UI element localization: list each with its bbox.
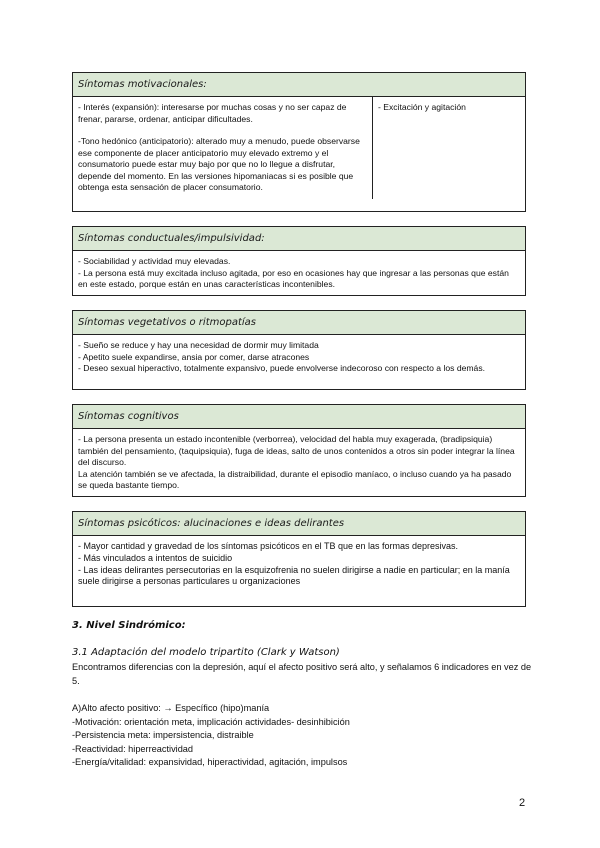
psychotic-line: - Mayor cantidad y gravedad de los síntomas psicóticos en el TB que en las formas depresivas.	[78, 541, 459, 551]
list-item: -Energía/vitalidad: expansividad, hiperactividad, agitación, impulsos	[72, 757, 348, 767]
vegetative-line: - Apetito suele expandirse, ansia por comer, darse atracones	[78, 351, 310, 362]
behavioral-symptoms-table	[72, 226, 526, 296]
hedonic-tone-text: -Tono hedónico (anticipatorio): alterado muy a menudo, puede observarse ese componente de placer anticipatorio muy elevado extremo y el consumatorio puede estar muy bajo por que no lo llegue a disfrutar, depende del momento. En las versiones hipomaniacas si es posible que obtenga esta sensación de placer consumatorio.	[78, 136, 360, 192]
section-title: 3. Nivel Sindrómico:	[72, 620, 186, 631]
psychotic-symptoms-body	[73, 536, 525, 593]
list-item: -Persistencia meta: impersistencia, distraible	[72, 730, 254, 740]
positive-affect-list	[72, 702, 532, 770]
vegetative-symptoms-header: Síntomas vegetativos o ritmopatías	[73, 311, 525, 335]
page-number: 2	[519, 797, 526, 809]
subsection-title: 3.1 Adaptación del modelo tripartito (Clark y Watson)	[72, 647, 340, 658]
cognitive-line: La atención también se ve afectada, la distraibilidad, durante el episodio maníaco, o incluso cuando ya ha pasado se queda bastante tiempo.	[78, 468, 512, 490]
motivational-right-column	[373, 97, 525, 199]
psychotic-symptoms-header: Síntomas psicóticos: alucinaciones e ideas delirantes	[73, 512, 525, 536]
motivational-symptoms-body	[73, 97, 525, 199]
cognitive-symptoms-table	[72, 404, 526, 497]
intro-paragraph	[72, 661, 532, 688]
cognitive-symptoms-header: Síntomas cognitivos	[73, 405, 525, 429]
cognitive-line: - La persona presenta un estado incontenible (verborrea), velocidad del habla muy exagerada, (bradipsiquia) también del pensamiento, (taquipsiquia), fuga de ideas, salto de unos contenidos a otros sin poder integrar la línea del discurso.	[78, 434, 515, 467]
vegetative-line: - Deseo sexual hiperactivo, totalmente expansivo, puede envolverse indecoroso con respecto a los demás.	[78, 363, 486, 373]
behavioral-line: - Sociabilidad y actividad muy elevadas.	[78, 256, 231, 266]
behavioral-line: - La persona está muy excitada incluso agitada, por eso en ocasiones hay que ingresar a las personas que están en este estado, porque están en unas características incontenibles.	[78, 267, 509, 289]
list-title: A)Alto afecto positivo: → Específico (hipo)manía	[72, 703, 270, 713]
psychotic-line: - Más vinculados a intentos de suicidio	[78, 552, 233, 563]
list-item: -Reactividad: hiperreactividad	[72, 743, 194, 754]
excitation-text: - Excitación y agitación	[378, 102, 466, 112]
motivational-symptoms-header: Síntomas motivacionales:	[73, 73, 525, 97]
intro-text: Encontramos diferencias con la depresión, aquí el afecto positivo será alto, y señalamos 6 indicadores en vez de 5.	[72, 662, 532, 686]
behavioral-symptoms-body	[73, 251, 525, 296]
list-item: -Motivación: orientación meta, implicación actividades- desinhibición	[72, 716, 350, 727]
motivational-left-column	[73, 97, 373, 199]
motivational-symptoms-table	[72, 72, 526, 212]
vegetative-symptoms-table	[72, 310, 526, 390]
psychotic-symptoms-table	[72, 511, 526, 607]
psychotic-line: - Las ideas delirantes persecutorias en la esquizofrenia no suelen dirigirse a nadie en particular; en la manía suele dirigirse a personas particulares u organizaciones	[78, 564, 510, 587]
cognitive-symptoms-body	[73, 429, 525, 497]
vegetative-line: - Sueño se reduce y hay una necesidad de dormir muy limitada	[78, 340, 319, 350]
behavioral-symptoms-header: Síntomas conductuales/impulsividad:	[73, 227, 525, 251]
vegetative-symptoms-body	[73, 335, 525, 380]
interest-text: - Interés (expansión): interesarse por muchas cosas y no ser capaz de frenar, pararse, ordenar, anticipar dificultades.	[78, 102, 347, 124]
